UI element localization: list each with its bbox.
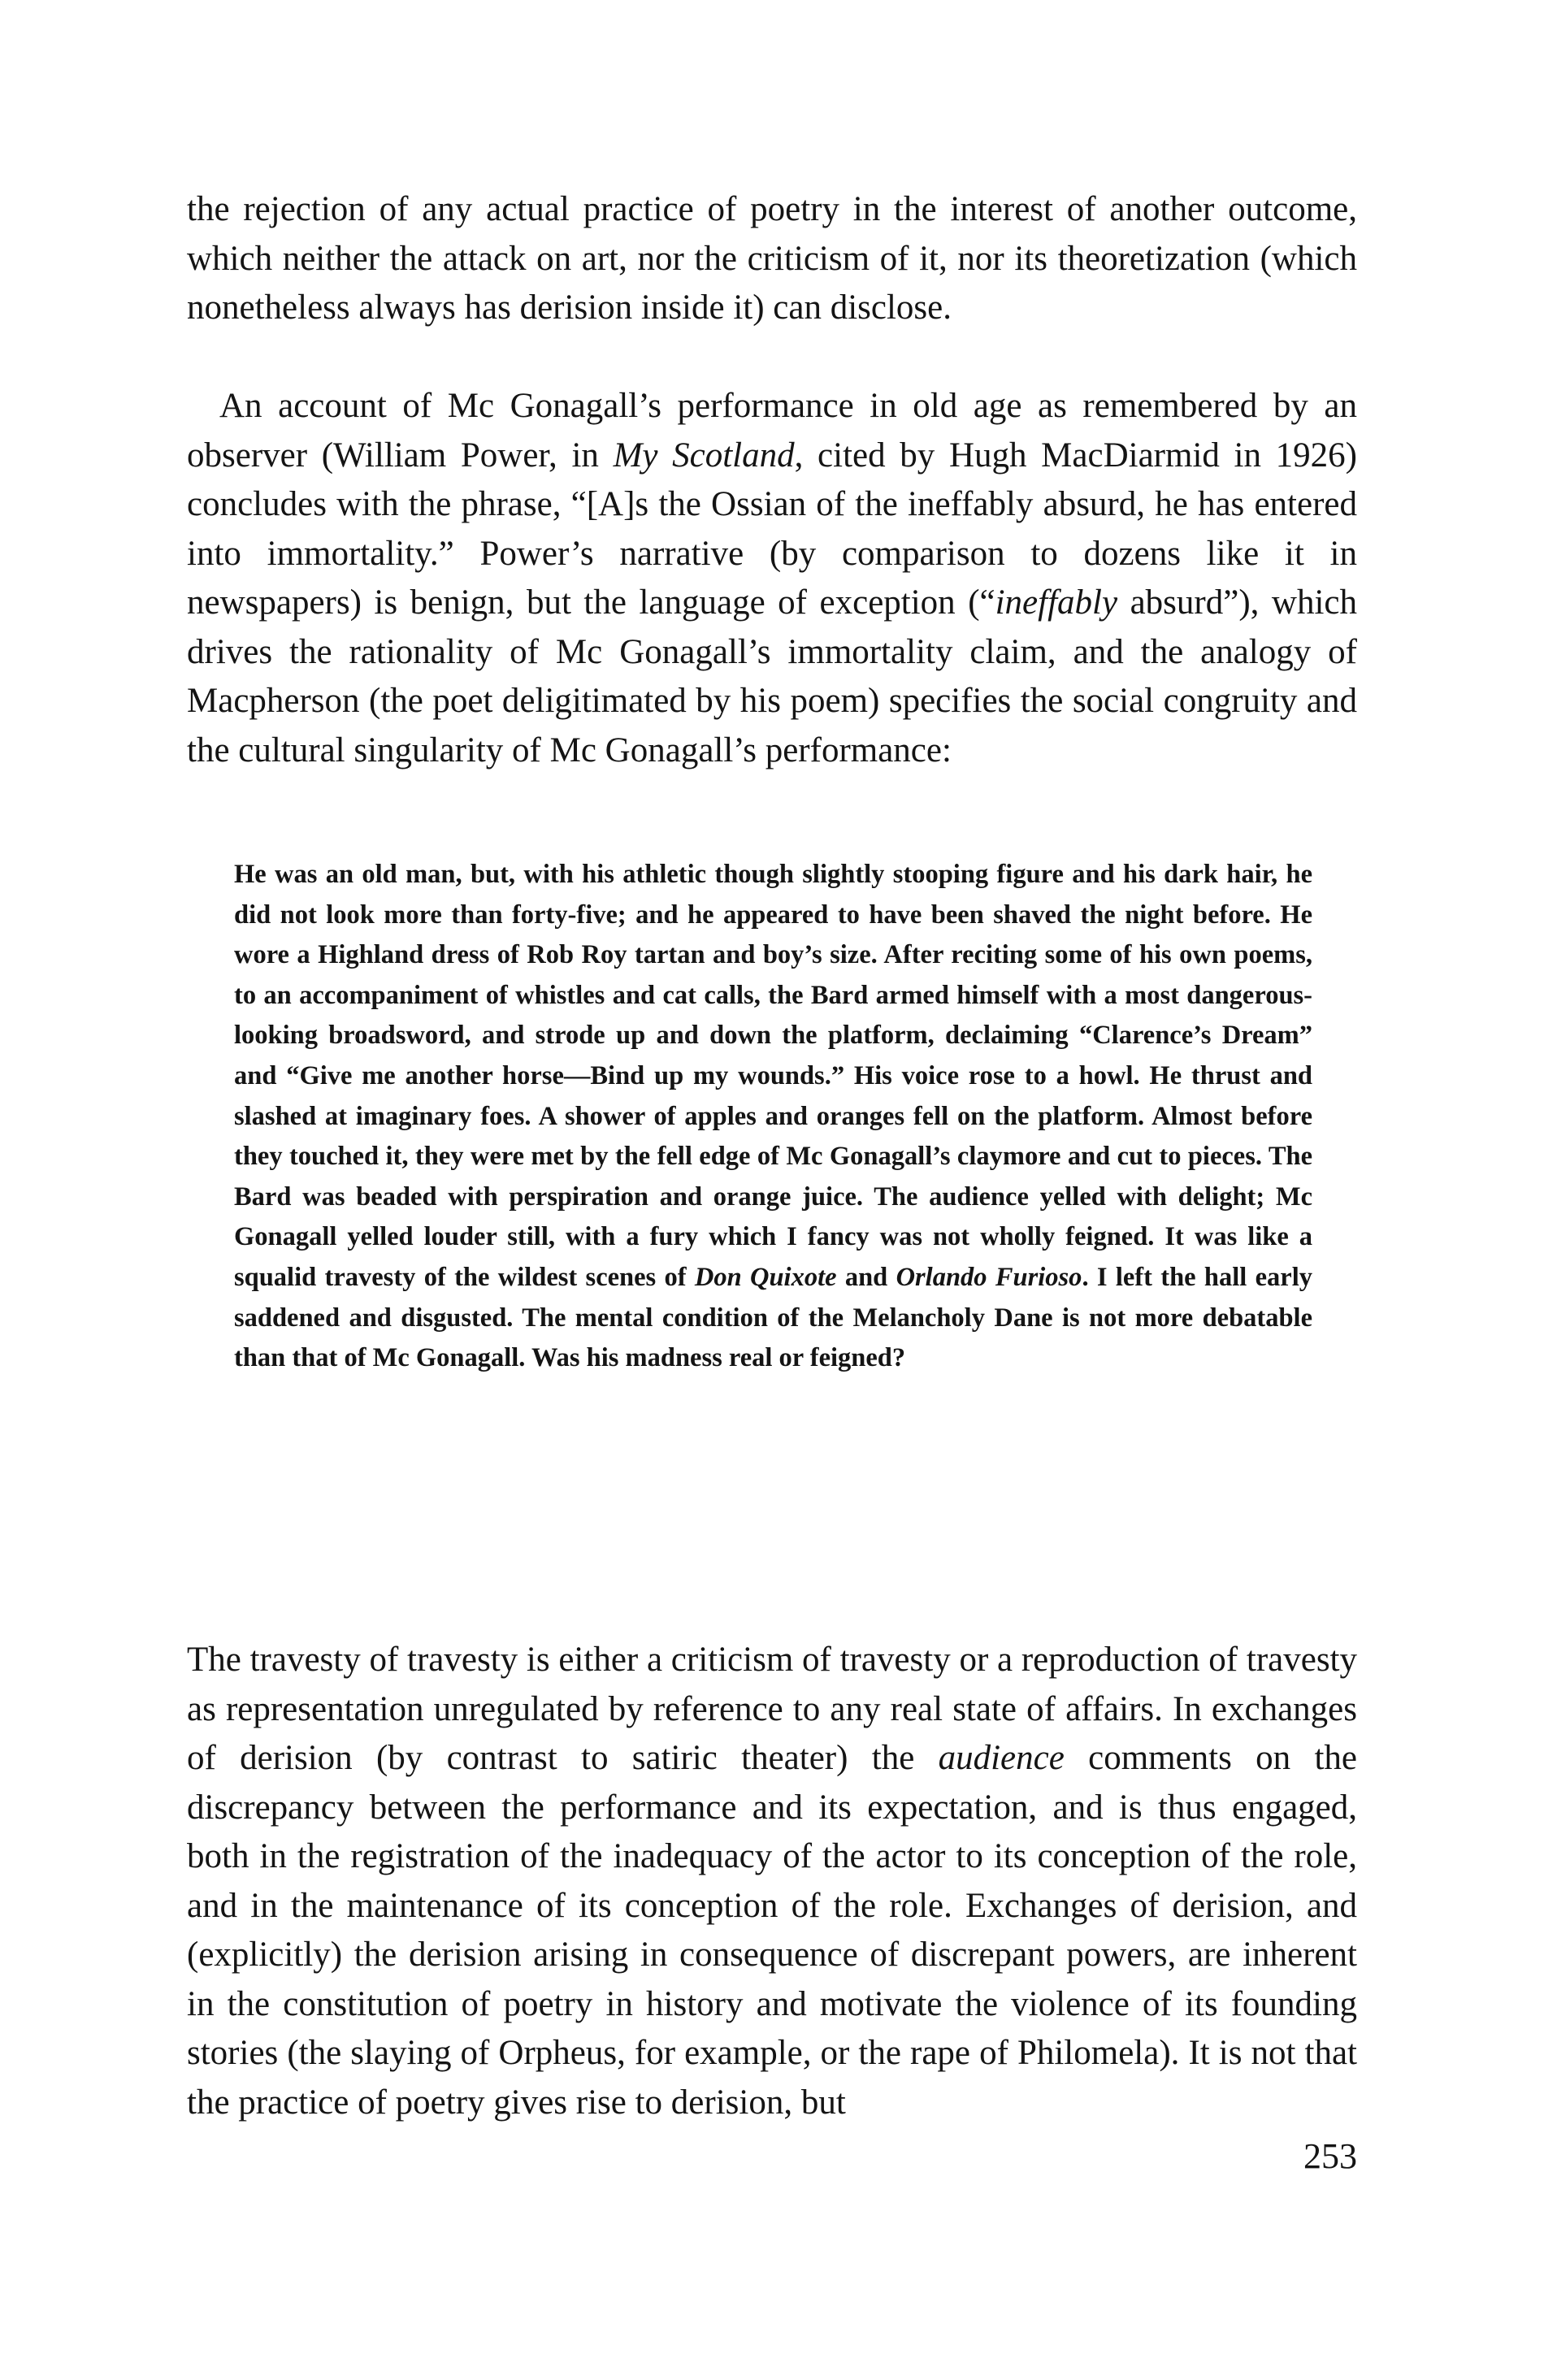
quote-conjunction: and bbox=[836, 1262, 896, 1292]
paragraph-3-text-1: The travesty of travesty is either a criticism of travesty or a reproduction of travesty as representation unregulated by reference to any real state of affairs. In exchanges of derision (by contrast to satiric theater) the bbox=[187, 1641, 1357, 1777]
paragraph-2-text-2: , cited by Hugh MacDiarmid in 1926) concludes with the phrase, “[A]s the Ossian of the ineffably absurd, he has entered into immortality.” Power’s narrative (by comparison to dozens like it in newspapers) is benign, but the language of exception (“ bbox=[187, 436, 1357, 622]
page-number: 253 bbox=[1303, 2136, 1357, 2176]
paragraph-continued bbox=[187, 185, 1357, 333]
paragraph-1-text: the rejection of any actual practice of poetry in the interest of another outcome, which neither the attack on art, nor the criticism of it, nor its theoretization (which nonetheless always has derision inside it) can disclose. bbox=[187, 190, 1357, 327]
book-title-don-quixote: Don Quixote bbox=[694, 1262, 837, 1292]
paragraph-2-text-3: absurd”), which drives the rationality of Mc Gonagall’s immortality claim, and the analogy of Macpherson (the poet deligitimated by his poem) specifies the social congruity and the cultural singularity of Mc Gonagall’s performance: bbox=[187, 583, 1357, 769]
paragraph-account bbox=[187, 382, 1357, 775]
emphasis-audience: audience bbox=[938, 1739, 1065, 1777]
paragraph-travesty bbox=[187, 1636, 1357, 2127]
book-title-orlando-furioso: Orlando Furioso bbox=[896, 1262, 1082, 1292]
quote-text-2: . I left the hall early saddened and disgusted. The mental condition of the Melancholy Dane is not more debatable than that of Mc Gonagall. Was his madness real or feigned? bbox=[234, 1262, 1312, 1373]
book-title-my-scotland: My Scotland bbox=[613, 436, 795, 475]
paragraph-2-text-1: An account of Mc Gonagall’s performance in old age as remembered by an observer (William Power, in bbox=[187, 387, 1357, 475]
paragraph-3-text-2: comments on the discrepancy between the performance and its expectation, and is thus engaged, both in the registration of the inadequacy of the actor to its conception of the role, and in the maintenance of its conception of the role. Exchanges of derision, and (explicitly) the derision arising in consequence of discrepant powers, are inherent in the constitution of poetry in history and motivate the violence of its founding stories (the slaying of Orpheus, for example, or the rape of Philomela). It is not that the practice of poetry gives rise to derision, but bbox=[187, 1739, 1357, 2122]
emphasis-ineffably: ineffably bbox=[995, 583, 1118, 622]
quote-text-1: He was an old man, but, with his athletic though slightly stooping figure and his dark hair, he did not look more than forty-five; and he appeared to have been shaved the night before. He wore a Highland dress of Rob Roy tartan and boy’s size. After reciting some of his own poems, to an accompaniment of whistles and cat calls, the Bard armed himself with a most dangerous-looking broadsword, and strode up and down the platform, declaiming “Clarence’s Dream” and “Give me another horse—Bind up my wounds.” His voice rose to a howl. He thrust and slashed at imaginary foes. A shower of apples and oranges fell on the platform. Almost before they touched it, they were met by the fell edge of Mc Gonagall’s claymore and cut to pieces. The Bard was beaded with perspiration and orange juice. The audience yelled with delight; Mc Gonagall yelled louder still, with a fury which I fancy was not wholly feigned. It was like a squalid travesty of the wildest scenes of bbox=[234, 860, 1312, 1292]
block-quote bbox=[234, 855, 1312, 1379]
